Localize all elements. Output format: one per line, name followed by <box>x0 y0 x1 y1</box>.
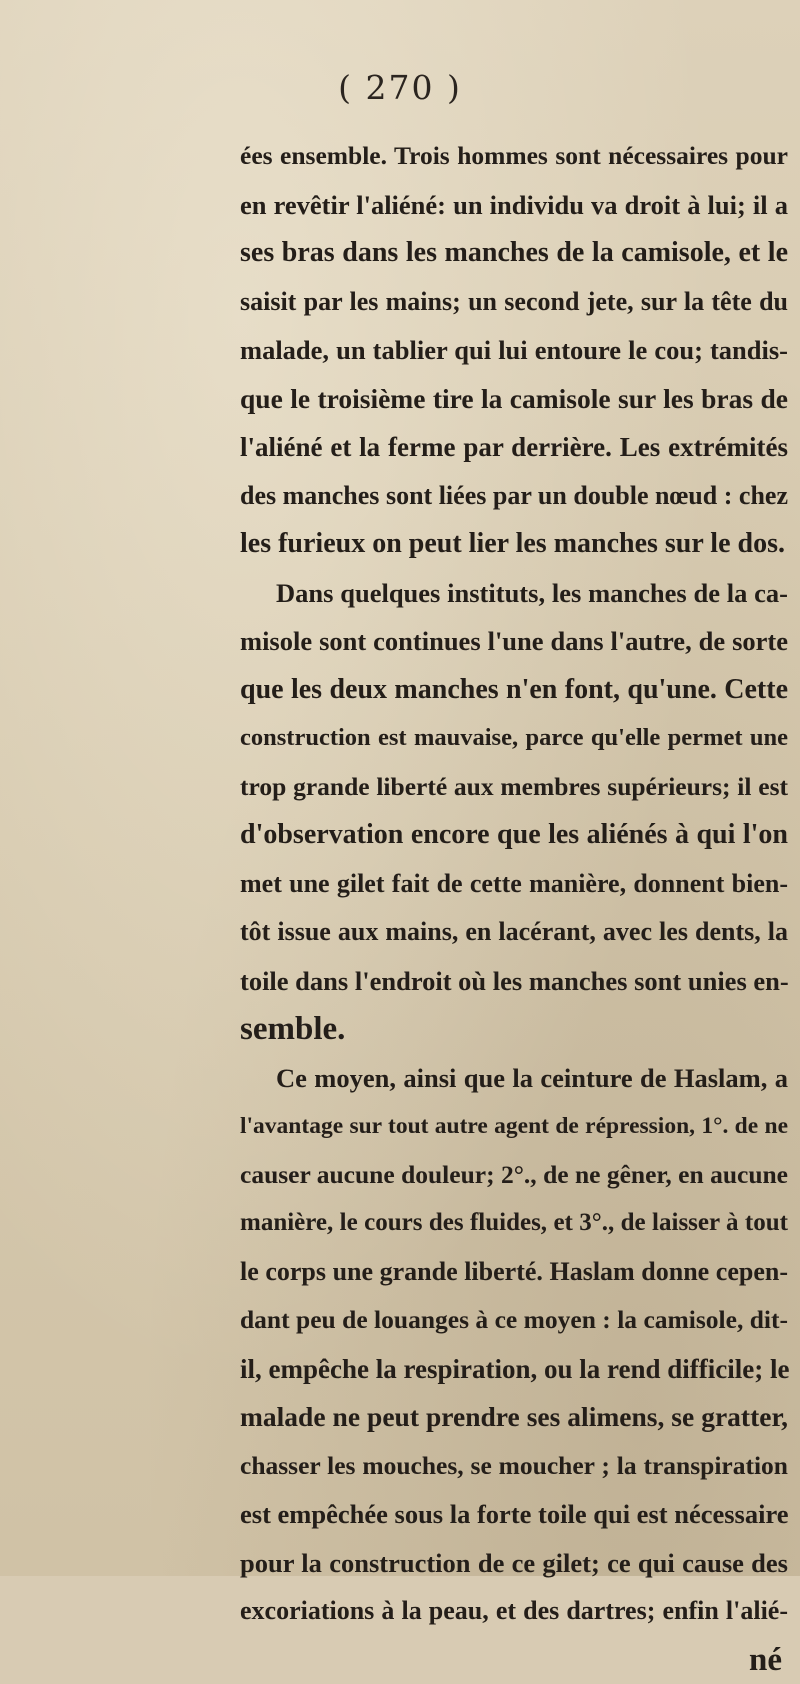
text-line: met une gilet fait de cette manière, donnent bien- <box>240 860 788 909</box>
text-line: construction est mauvaise, parce qu'elle permet une <box>240 714 788 763</box>
text-line: chasser les mouches, se moucher ; la transpiration <box>240 1442 788 1491</box>
text-line: toile dans l'endroit où les manches sont unies en- <box>240 957 788 1006</box>
text-line: que les deux manches n'en font, qu'une. Cette <box>240 666 788 715</box>
body-text <box>240 132 788 1684</box>
text-line: misole sont continues l'une dans l'autre, de sorte <box>240 617 788 666</box>
text-line: l'aliéné et la ferme par derrière. Les extrémités <box>240 423 788 472</box>
text-line: malade ne peut prendre ses alimens, se gratter, <box>240 1393 788 1442</box>
text-line: ées ensemble. Trois hommes sont nécessaires pour <box>240 132 788 181</box>
text-line: il, empêche la respiration, ou la rend difficile; le <box>240 1345 788 1394</box>
text-line: malade, un tablier qui lui entoure le cou; tandis- <box>240 326 788 375</box>
text-line: semble. <box>240 1005 788 1054</box>
text-line: Dans quelques instituts, les manches de la ca- <box>240 569 788 618</box>
text-line: manière, le cours des fluides, et 3°., de laisser à tout <box>240 1199 788 1248</box>
text-line: ses bras dans les manches de la camisole, et le <box>240 229 788 278</box>
text-line: d'observation encore que les aliénés à qui l'on <box>240 811 788 860</box>
page-number: ( 270 ) <box>0 68 800 107</box>
text-line: dant peu de louanges à ce moyen : la camisole, dit- <box>240 1296 788 1345</box>
text-line: pour la construction de ce gilet; ce qui cause des <box>240 1539 788 1588</box>
text-line: des manches sont liées par un double nœud : chez <box>240 472 788 521</box>
text-line: excoriations à la peau, et des dartres; enfin l'alié- <box>240 1587 788 1636</box>
text-line: causer aucune douleur; 2°., de ne gêner, en aucune <box>240 1151 788 1200</box>
catchword: né <box>240 1636 788 1684</box>
text-line: est empêchée sous la forte toile qui est nécessaire <box>240 1490 788 1539</box>
text-line: Ce moyen, ainsi que la ceinture de Haslam, a <box>240 1054 788 1103</box>
text-line: trop grande liberté aux membres supérieurs; il est <box>240 763 788 812</box>
text-line: tôt issue aux mains, en lacérant, avec les dents, la <box>240 908 788 957</box>
text-line: saisit par les mains; un second jete, sur la tête du <box>240 278 788 327</box>
text-line: l'avantage sur tout autre agent de répression, 1°. de ne <box>240 1102 788 1151</box>
text-line: les furieux on peut lier les manches sur le dos. <box>240 520 788 569</box>
text-line: en revêtir l'aliéné: un individu va droit à lui; il a <box>240 181 788 230</box>
text-line: que le troisième tire la camisole sur les bras de <box>240 375 788 424</box>
text-line: le corps une grande liberté. Haslam donne cepen- <box>240 1248 788 1297</box>
